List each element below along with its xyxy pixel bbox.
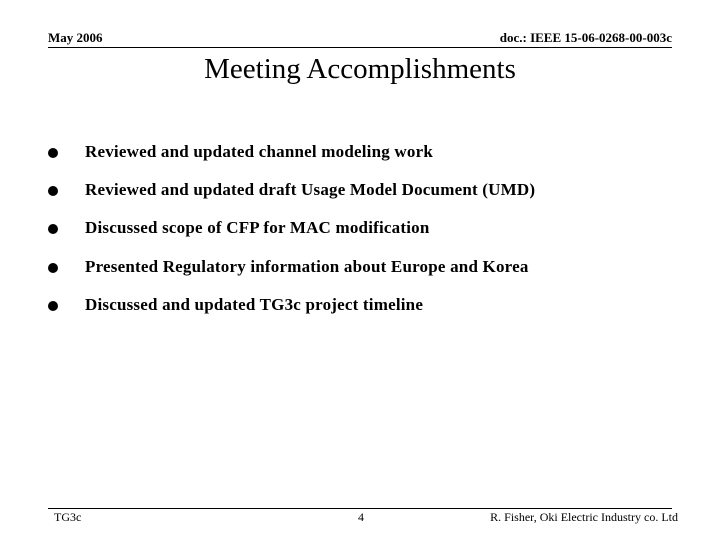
footer-page-number: 4	[358, 510, 364, 524]
bullet-text: Discussed and updated TG3c project timeline	[85, 295, 424, 314]
footer-divider	[48, 508, 672, 509]
bullet-dot-icon	[48, 148, 58, 158]
bullet-text: Discussed scope of CFP for MAC modification	[85, 218, 430, 237]
bullet-dot-icon	[48, 224, 58, 234]
header-date: May 2006	[48, 30, 103, 45]
bullet-text: Presented Regulatory information about Europe and Korea	[85, 257, 529, 276]
footer-author: R. Fisher, Oki Electric Industry co. Ltd	[490, 510, 678, 524]
header-divider	[48, 47, 672, 48]
footer-group-name: TG3c	[54, 510, 82, 524]
bullet-dot-icon	[48, 186, 58, 196]
bullet-dot-icon	[48, 301, 58, 311]
bullet-text: Reviewed and updated draft Usage Model Document (UMD)	[85, 180, 536, 199]
bullet-dot-icon	[48, 263, 58, 273]
header-doc-id: doc.: IEEE 15-06-0268-00-003c	[499, 30, 672, 45]
slide-title: Meeting Accomplishments	[204, 53, 516, 85]
bullet-text: Reviewed and updated channel modeling work	[85, 142, 433, 161]
